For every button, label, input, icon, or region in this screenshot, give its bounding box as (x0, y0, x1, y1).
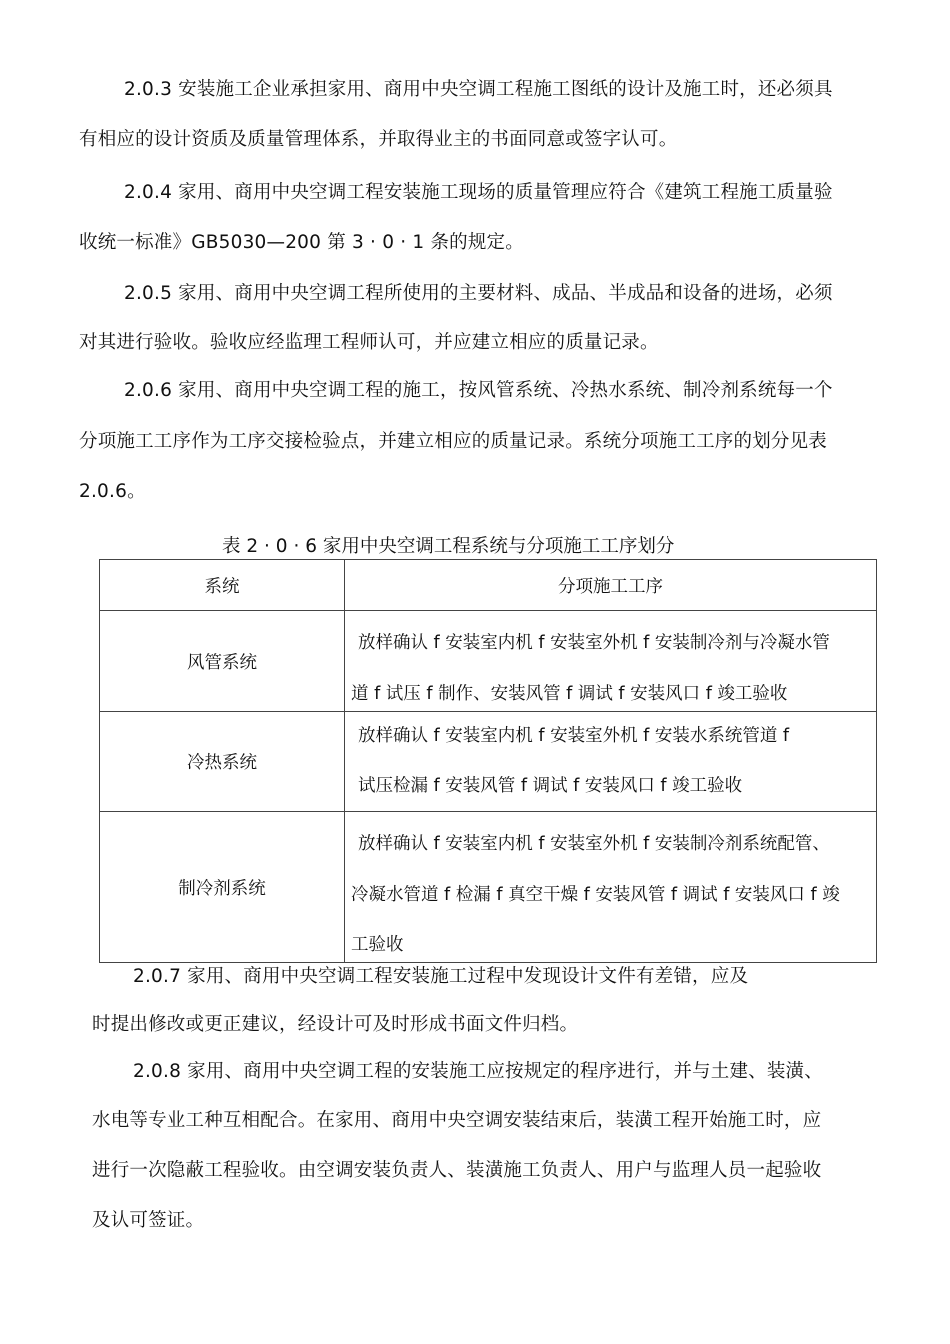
header-system: 系统 (100, 560, 345, 611)
step-line: 冷凝水管道 f 检漏 f 真空干燥 f 安装风管 f 调试 f 安装风口 f 竣 (351, 885, 840, 905)
table-caption: 表 2 · 0 · 6 家用中央空调工程系统与分项施工工序划分 (222, 536, 675, 557)
para-203-line-2: 有相应的设计资质及质量管理体系，并取得业主的书面同意或签字认可。 (79, 129, 678, 150)
para-206-line-2: 分项施工工序作为工序交接检验点，并建立相应的质量记录。系统分项施工工序的划分见表 (79, 431, 828, 452)
steps-cell (345, 611, 877, 712)
steps-cell (345, 712, 877, 812)
step-line: 放样确认 f 安装室内机 f 安装室外机 f 安装水系统管道 f (358, 726, 790, 746)
para-208-line-3: 进行一次隐蔽工程验收。由空调安装负责人、装潢施工负责人、用户与监理人员一起验收 (92, 1160, 822, 1181)
para-204-line-2: 收统一标准》GB5030—200 第 3 · 0 · 1 条的规定。 (79, 232, 524, 253)
system-cell: 制冷剂系统 (100, 812, 345, 963)
para-207-line-2: 时提出修改或更正建议，经设计可及时形成书面文件归档。 (92, 1014, 579, 1035)
table-row (100, 712, 877, 812)
step-line: 道 f 试压 f 制作、安装风管 f 调试 f 安装风口 f 竣工验收 (351, 684, 788, 704)
para-208-line-1: 2.0.8 家用、商用中央空调工程的安装施工应按规定的程序进行，并与土建、装潢、 (133, 1061, 823, 1082)
para-205-line-1: 2.0.5 家用、商用中央空调工程所使用的主要材料、成品、半成品和设备的进场，必须 (124, 283, 833, 304)
step-line: 试压检漏 f 安装风管 f 调试 f 安装风口 f 竣工验收 (358, 776, 743, 796)
step-line: 放样确认 f 安装室内机 f 安装室外机 f 安装制冷剂系统配管、 (358, 834, 830, 854)
step-line: 放样确认 f 安装室内机 f 安装室外机 f 安装制冷剂与冷凝水管 (358, 633, 830, 653)
para-206-line-3: 2.0.6。 (79, 481, 146, 502)
table-row (100, 812, 877, 963)
para-205-line-2: 对其进行验收。验收应经监理工程师认可，并应建立相应的质量记录。 (79, 332, 659, 353)
para-203-line-1: 2.0.3 安装施工企业承担家用、商用中央空调工程施工图纸的设计及施工时，还必须具 (124, 79, 833, 100)
system-cell: 风管系统 (100, 611, 345, 712)
header-steps: 分项施工工序 (345, 560, 877, 611)
para-208-line-4: 及认可签证。 (92, 1210, 205, 1231)
para-204-line-1: 2.0.4 家用、商用中央空调工程安装施工现场的质量管理应符合《建筑工程施工质量验 (124, 182, 833, 203)
para-208-line-2: 水电等专业工种互相配合。在家用、商用中央空调安装结束后，装潢工程开始施工时，应 (92, 1110, 822, 1131)
table-row (100, 611, 877, 712)
steps-cell (345, 812, 877, 963)
table-header-row (100, 560, 877, 611)
system-cell: 冷热系统 (100, 712, 345, 812)
step-line: 工验收 (351, 935, 404, 955)
para-206-line-1: 2.0.6 家用、商用中央空调工程的施工，按风管系统、冷热水系统、制冷剂系统每一个 (124, 380, 833, 401)
para-207-line-1: 2.0.7 家用、商用中央空调工程安装施工过程中发现设计文件有差错，应及 (133, 966, 749, 987)
process-table (99, 559, 877, 963)
